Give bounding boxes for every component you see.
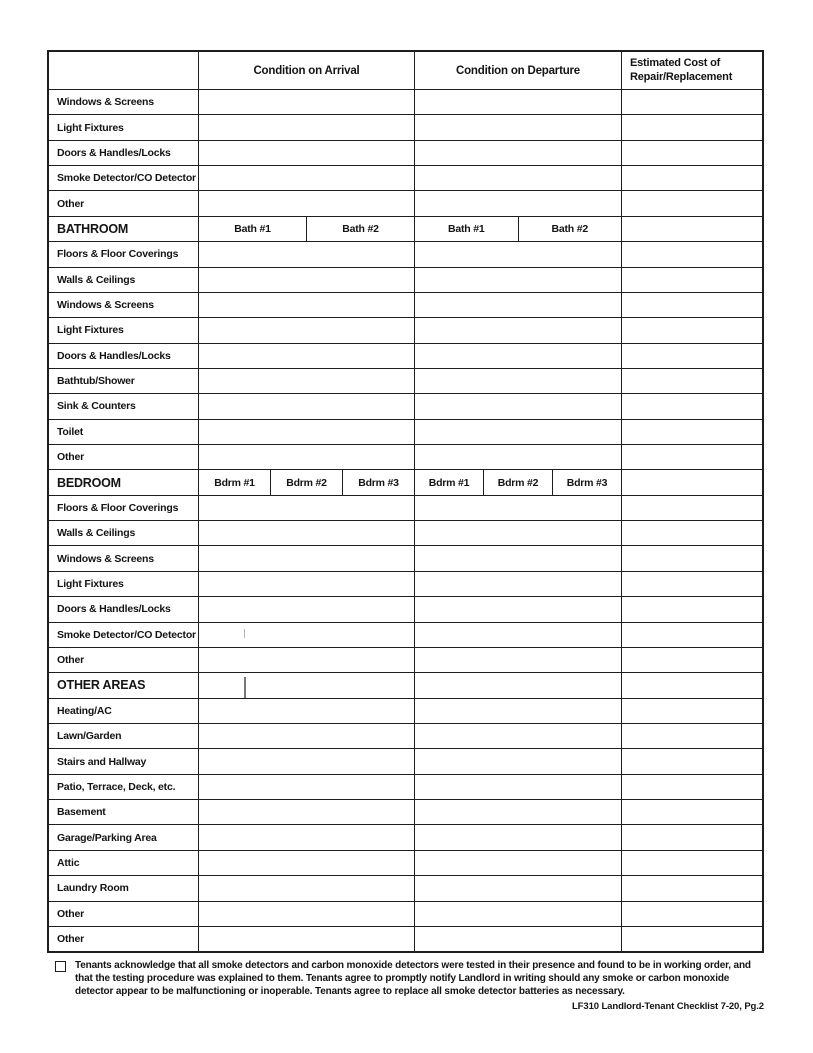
arrival-entry-cell[interactable]: [199, 369, 414, 393]
item-label: Windows & Screens: [49, 90, 198, 114]
item-label: Light Fixtures: [49, 572, 198, 596]
arrival-entry-cell[interactable]: [199, 445, 414, 469]
table-row: [49, 191, 762, 215]
arrival-entry-cell[interactable]: [199, 572, 414, 596]
item-label: Patio, Terrace, Deck, etc.: [49, 775, 198, 799]
estimated-cost-entry-cell[interactable]: [622, 217, 762, 241]
departure-entry-cell[interactable]: [415, 673, 621, 697]
table-row: [49, 927, 762, 951]
estimated-cost-entry-cell[interactable]: [622, 851, 762, 875]
table-row: [49, 876, 762, 900]
item-label: Other: [49, 648, 198, 672]
estimated-cost-entry-cell[interactable]: [622, 141, 762, 165]
subcolumn-header: Bath #2: [519, 217, 622, 241]
table-row: [49, 521, 762, 545]
estimated-cost-entry-cell[interactable]: [622, 927, 762, 951]
departure-entry-cell[interactable]: [415, 546, 621, 570]
arrival-entry-cell[interactable]: [199, 496, 414, 520]
departure-entry-cell[interactable]: [415, 268, 621, 292]
departure-entry-cell[interactable]: [415, 623, 621, 647]
estimated-cost-entry-cell[interactable]: [622, 673, 762, 697]
item-label: Walls & Ceilings: [49, 268, 198, 292]
item-label: Windows & Screens: [49, 293, 198, 317]
departure-entry-cell[interactable]: [415, 344, 621, 368]
arrival-entry-cell[interactable]: [199, 648, 414, 672]
arrival-entry-cell[interactable]: [199, 927, 414, 951]
departure-entry-cell[interactable]: [415, 572, 621, 596]
table-header-row: [49, 52, 762, 89]
item-label: Smoke Detector/CO Detector: [49, 166, 198, 190]
estimated-cost-entry-cell[interactable]: [622, 420, 762, 444]
estimated-cost-entry-cell[interactable]: [622, 876, 762, 900]
estimated-cost-entry-cell[interactable]: [622, 699, 762, 723]
departure-entry-cell[interactable]: [415, 825, 621, 849]
table-row: [49, 851, 762, 875]
estimated-cost-entry-cell[interactable]: [622, 775, 762, 799]
section-row: [49, 470, 762, 494]
departure-entry-cell[interactable]: [415, 242, 621, 266]
table-row: [49, 90, 762, 114]
departure-entry-cell[interactable]: [415, 141, 621, 165]
subcolumn-header: Bdrm #2: [271, 470, 342, 494]
arrival-entry-cell[interactable]: [199, 90, 414, 114]
departure-subcolumn-headers: [415, 217, 621, 241]
departure-entry-cell[interactable]: [415, 597, 621, 621]
table-row: [49, 597, 762, 621]
departure-entry-cell[interactable]: [415, 420, 621, 444]
departure-entry-cell[interactable]: [415, 521, 621, 545]
acknowledgment-checkbox[interactable]: [55, 961, 66, 972]
table-row: [49, 293, 762, 317]
arrival-subcolumn-headers: [199, 217, 414, 241]
departure-entry-cell[interactable]: [415, 902, 621, 926]
item-label: Light Fixtures: [49, 318, 198, 342]
departure-entry-cell[interactable]: [415, 318, 621, 342]
departure-entry-cell[interactable]: [415, 166, 621, 190]
departure-entry-cell[interactable]: [415, 927, 621, 951]
departure-entry-cell[interactable]: [415, 724, 621, 748]
arrival-entry-cell[interactable]: [199, 191, 414, 215]
table-row: [49, 369, 762, 393]
arrival-entry-cell[interactable]: [199, 800, 414, 824]
estimated-cost-entry-cell[interactable]: [622, 268, 762, 292]
estimated-cost-entry-cell[interactable]: [622, 902, 762, 926]
table-row: [49, 623, 762, 647]
item-label: Laundry Room: [49, 876, 198, 900]
subcolumn-header: Bdrm #1: [415, 470, 483, 494]
item-label: Lawn/Garden: [49, 724, 198, 748]
table-row: [49, 699, 762, 723]
estimated-cost-entry-cell[interactable]: [622, 800, 762, 824]
estimated-cost-entry-cell[interactable]: [622, 344, 762, 368]
item-label: Windows & Screens: [49, 546, 198, 570]
arrival-entry-cell[interactable]: [199, 141, 414, 165]
arrival-entry-cell[interactable]: [199, 876, 414, 900]
item-label: Sink & Counters: [49, 394, 198, 418]
table-row: [49, 572, 762, 596]
subcolumn-header: Bdrm #3: [553, 470, 621, 494]
item-label: Other: [49, 191, 198, 215]
departure-entry-cell[interactable]: [415, 800, 621, 824]
departure-entry-cell[interactable]: [415, 445, 621, 469]
arrival-entry-cell[interactable]: [199, 825, 414, 849]
acknowledgment-section: [55, 960, 755, 998]
arrival-entry-cell[interactable]: [199, 115, 414, 139]
departure-entry-cell[interactable]: [415, 369, 621, 393]
arrival-entry-cell[interactable]: [199, 546, 414, 570]
estimated-cost-entry-cell[interactable]: [622, 242, 762, 266]
table-row: [49, 546, 762, 570]
subcolumn-header: Bath #1: [415, 217, 518, 241]
estimated-cost-entry-cell[interactable]: [622, 623, 762, 647]
acknowledgment-text: Tenants acknowledge that all smoke detectors and carbon monoxide detectors were tested in their presence and found to be in working order, and that the testing procedure was explained to them. Tenants agree to promptly notify Landlord in writing should any smoke or carbon monoxide detector appear to be malfunctioning or inoperable. Tenants agree to replace all smoke detector batteries as necessary.: [75, 960, 751, 997]
arrival-entry-cell[interactable]: [199, 521, 414, 545]
arrival-entry-cell[interactable]: [199, 699, 414, 723]
subcolumn-header: Bdrm #3: [343, 470, 414, 494]
form-number-footer: LF310 Landlord-Tenant Checklist 7-20, Pg.2: [571, 1001, 764, 1012]
item-label: Basement: [49, 800, 198, 824]
estimated-cost-column-header: [622, 52, 762, 89]
section-header-label: BATHROOM: [49, 217, 198, 241]
checklist-table: [47, 50, 764, 953]
item-label: Stairs and Hallway: [49, 749, 198, 773]
arrival-entry-cell[interactable]: [199, 724, 414, 748]
item-label: Doors & Handles/Locks: [49, 344, 198, 368]
table-row: [49, 394, 762, 418]
section-row: [49, 673, 762, 697]
item-label: Other: [49, 902, 198, 926]
departure-entry-cell[interactable]: [415, 775, 621, 799]
table-row: [49, 902, 762, 926]
table-row: [49, 318, 762, 342]
subcolumn-header: Bdrm #2: [484, 470, 552, 494]
item-label: Floors & Floor Coverings: [49, 496, 198, 520]
table-row: [49, 141, 762, 165]
estimated-cost-entry-cell[interactable]: [622, 293, 762, 317]
arrival-entry-cell[interactable]: [199, 673, 414, 697]
estimated-cost-entry-cell[interactable]: [622, 749, 762, 773]
subcolumn-header: Bdrm #1: [199, 470, 270, 494]
departure-entry-cell[interactable]: [415, 851, 621, 875]
arrival-entry-cell[interactable]: [199, 775, 414, 799]
departure-entry-cell[interactable]: [415, 115, 621, 139]
departure-subcolumn-headers: [415, 470, 621, 494]
estimated-cost-entry-cell[interactable]: [622, 115, 762, 139]
estimated-cost-header-line2: Repair/Replacement: [630, 70, 733, 83]
estimated-cost-entry-cell[interactable]: [622, 521, 762, 545]
section-header-label: OTHER AREAS: [49, 673, 198, 697]
arrival-column-header: Condition on Arrival: [199, 52, 414, 89]
departure-entry-cell[interactable]: [415, 496, 621, 520]
arrival-entry-cell[interactable]: [199, 394, 414, 418]
estimated-cost-entry-cell[interactable]: [622, 825, 762, 849]
departure-entry-cell[interactable]: [415, 90, 621, 114]
estimated-cost-header-line1: Estimated Cost of: [630, 56, 721, 69]
estimated-cost-entry-cell[interactable]: [622, 166, 762, 190]
estimated-cost-entry-cell[interactable]: [622, 648, 762, 672]
scan-artifact: [244, 677, 246, 698]
table-row: [49, 496, 762, 520]
subcolumn-header: Bath #2: [307, 217, 414, 241]
table-row: [49, 166, 762, 190]
table-row: [49, 724, 762, 748]
departure-column-header: Condition on Departure: [415, 52, 621, 89]
table-row: [49, 242, 762, 266]
table-row: [49, 344, 762, 368]
table-row: [49, 445, 762, 469]
estimated-cost-entry-cell[interactable]: [622, 724, 762, 748]
item-label: Other: [49, 927, 198, 951]
table-row: [49, 749, 762, 773]
arrival-entry-cell[interactable]: [199, 749, 414, 773]
estimated-cost-entry-cell[interactable]: [622, 470, 762, 494]
arrival-entry-cell[interactable]: [199, 597, 414, 621]
arrival-entry-cell[interactable]: [199, 293, 414, 317]
estimated-cost-entry-cell[interactable]: [622, 572, 762, 596]
item-label: Smoke Detector/CO Detector: [49, 623, 198, 647]
item-label: Other: [49, 445, 198, 469]
table-row: [49, 268, 762, 292]
item-label: Doors & Handles/Locks: [49, 597, 198, 621]
departure-entry-cell[interactable]: [415, 293, 621, 317]
item-label: Walls & Ceilings: [49, 521, 198, 545]
item-label: Floors & Floor Coverings: [49, 242, 198, 266]
item-label: Doors & Handles/Locks: [49, 141, 198, 165]
arrival-entry-cell[interactable]: [199, 623, 414, 647]
item-column-header: [49, 52, 198, 89]
estimated-cost-entry-cell[interactable]: [622, 191, 762, 215]
estimated-cost-entry-cell[interactable]: [622, 597, 762, 621]
estimated-cost-entry-cell[interactable]: [622, 369, 762, 393]
item-label: Bathtub/Shower: [49, 369, 198, 393]
item-label: Attic: [49, 851, 198, 875]
item-label: Garage/Parking Area: [49, 825, 198, 849]
table-row: [49, 420, 762, 444]
estimated-cost-entry-cell[interactable]: [622, 90, 762, 114]
subcolumn-header: Bath #1: [199, 217, 306, 241]
estimated-cost-entry-cell[interactable]: [622, 445, 762, 469]
section-header-label: BEDROOM: [49, 470, 198, 494]
estimated-cost-entry-cell[interactable]: [622, 394, 762, 418]
item-label: Toilet: [49, 420, 198, 444]
table-row: [49, 825, 762, 849]
arrival-entry-cell[interactable]: [199, 344, 414, 368]
estimated-cost-entry-cell[interactable]: [622, 496, 762, 520]
arrival-entry-cell[interactable]: [199, 318, 414, 342]
departure-entry-cell[interactable]: [415, 699, 621, 723]
section-row: [49, 217, 762, 241]
item-label: Light Fixtures: [49, 115, 198, 139]
arrival-entry-cell[interactable]: [199, 166, 414, 190]
departure-entry-cell[interactable]: [415, 876, 621, 900]
departure-entry-cell[interactable]: [415, 648, 621, 672]
arrival-entry-cell[interactable]: [199, 268, 414, 292]
departure-entry-cell[interactable]: [415, 749, 621, 773]
table-row: [49, 800, 762, 824]
table-row: [49, 115, 762, 139]
arrival-entry-cell[interactable]: [199, 902, 414, 926]
arrival-entry-cell[interactable]: [199, 851, 414, 875]
arrival-subcolumn-headers: [199, 470, 414, 494]
scan-artifact: [244, 629, 245, 638]
item-label: Heating/AC: [49, 699, 198, 723]
departure-entry-cell[interactable]: [415, 394, 621, 418]
estimated-cost-entry-cell[interactable]: [622, 546, 762, 570]
departure-entry-cell[interactable]: [415, 191, 621, 215]
arrival-entry-cell[interactable]: [199, 420, 414, 444]
arrival-entry-cell[interactable]: [199, 242, 414, 266]
estimated-cost-entry-cell[interactable]: [622, 318, 762, 342]
table-row: [49, 648, 762, 672]
table-row: [49, 775, 762, 799]
